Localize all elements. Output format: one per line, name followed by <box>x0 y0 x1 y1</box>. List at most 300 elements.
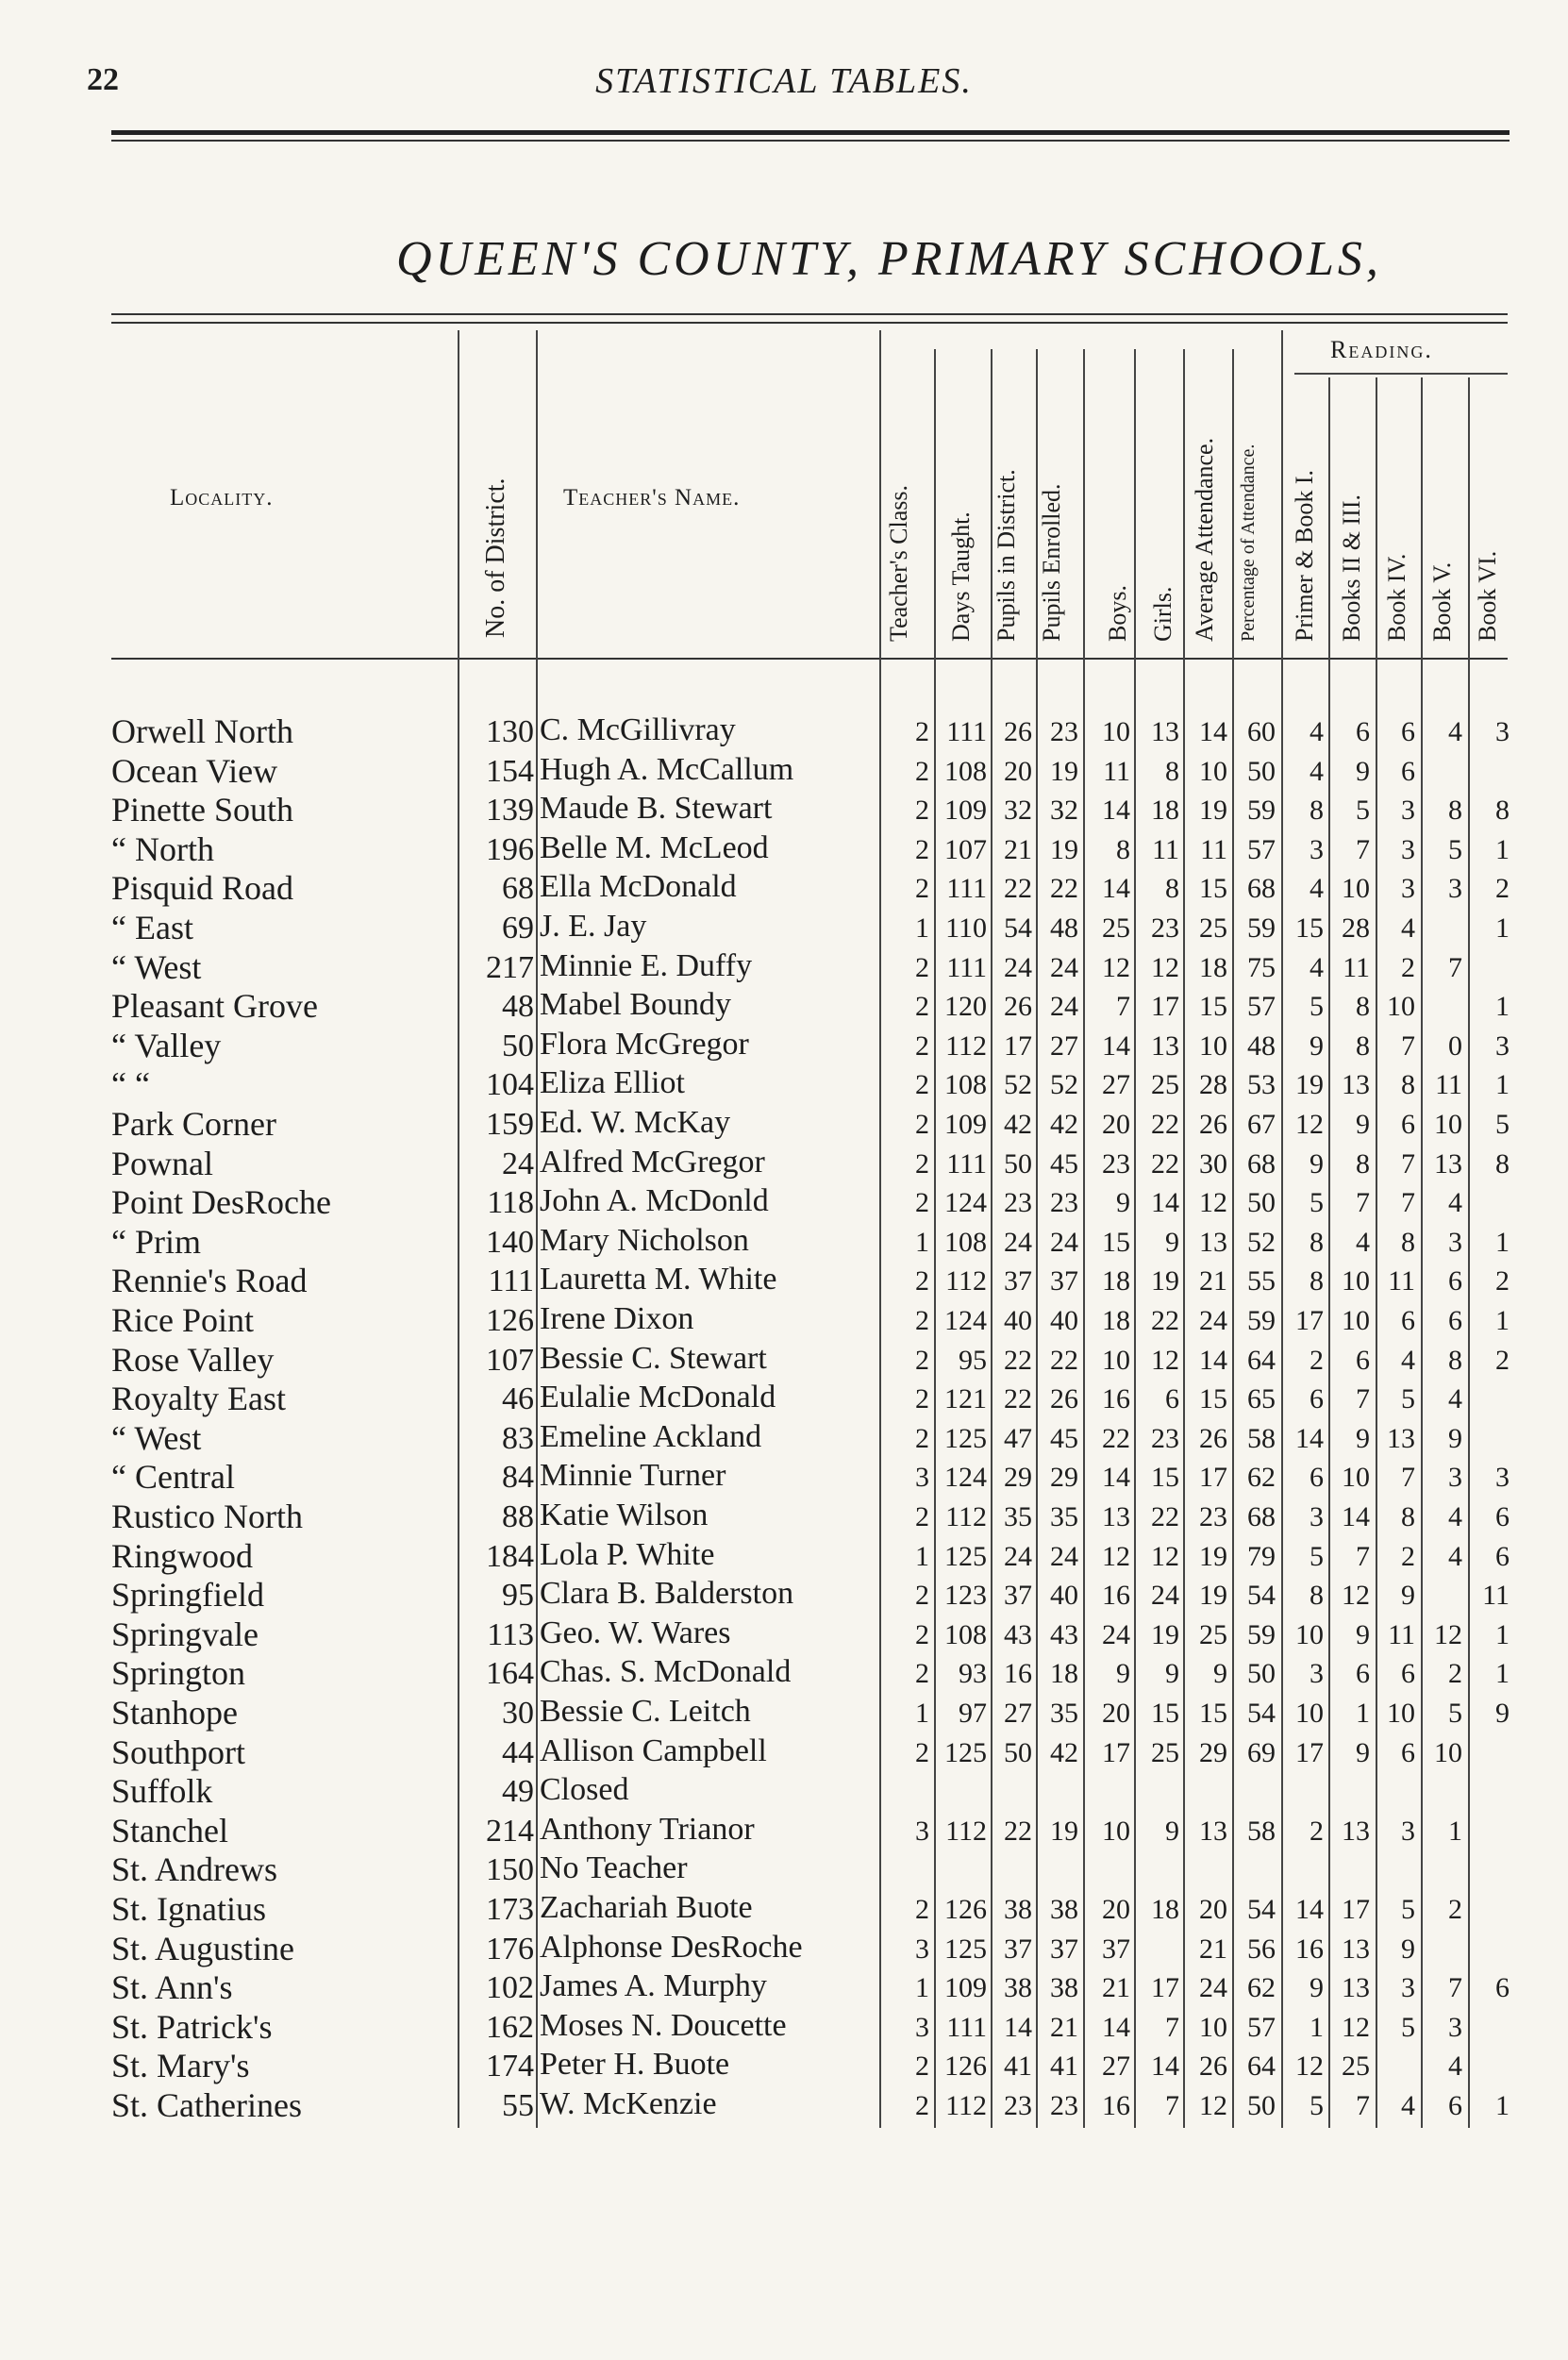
column-rule <box>1183 349 1185 2128</box>
pct-cell: 50 <box>1247 2090 1276 2121</box>
pct-cell: 50 <box>1247 1187 1276 1219</box>
primer-cell: 14 <box>1295 1422 1324 1454</box>
primer-cell: 15 <box>1295 912 1324 944</box>
b5-cell: 6 <box>1448 1265 1462 1297</box>
girls-cell: 23 <box>1151 912 1179 944</box>
b6-cell: 1 <box>1495 2090 1510 2121</box>
days-cell: 125 <box>944 1736 987 1768</box>
class-cell: 2 <box>915 1383 929 1415</box>
primer-cell: 4 <box>1309 873 1324 905</box>
days-cell: 125 <box>944 1540 987 1572</box>
days-cell: 108 <box>944 755 987 787</box>
teacher-cell: Lauretta M. White <box>540 1262 777 1297</box>
b5-cell: 7 <box>1448 1972 1462 2004</box>
locality-cell: “ East <box>111 909 193 946</box>
district-cell: 69 <box>502 911 534 946</box>
b5-cell: 3 <box>1448 1462 1462 1494</box>
boys-cell: 16 <box>1102 1580 1130 1612</box>
boys-cell: 10 <box>1102 1815 1130 1847</box>
boys-cell: 23 <box>1102 1147 1130 1180</box>
b4-cell: 6 <box>1401 1736 1415 1768</box>
locality-cell: St. Catherines <box>111 2086 302 2124</box>
pct-cell: 50 <box>1247 755 1276 787</box>
column-rule <box>536 330 538 2128</box>
pe-cell: 52 <box>1050 1069 1078 1101</box>
class-cell: 2 <box>915 1344 929 1376</box>
class-cell: 2 <box>915 1147 929 1180</box>
b6-cell: 1 <box>1495 1226 1510 1258</box>
b23-cell: 9 <box>1356 1109 1370 1140</box>
girls-cell: 9 <box>1165 1658 1179 1690</box>
pe-cell: 42 <box>1050 1109 1078 1140</box>
pct-cell: 53 <box>1247 1069 1276 1101</box>
b6-cell: 6 <box>1495 1540 1510 1572</box>
locality-cell: Pisquid Road <box>111 869 294 908</box>
teacher-cell: Minnie E. Duffy <box>540 947 753 983</box>
days-cell: 112 <box>945 1265 987 1297</box>
boys-cell: 15 <box>1102 1226 1130 1258</box>
pe-cell: 42 <box>1050 1736 1078 1768</box>
b23-cell: 17 <box>1342 1894 1370 1925</box>
class-cell: 1 <box>915 1698 929 1729</box>
b6-cell: 8 <box>1495 795 1510 827</box>
pd-cell: 42 <box>1004 1109 1032 1140</box>
teacher-cell: Alphonse DesRoche <box>540 1929 803 1965</box>
pd-cell: 16 <box>1004 1658 1032 1690</box>
days-cell: 123 <box>944 1580 987 1612</box>
boys-cell: 17 <box>1102 1736 1130 1768</box>
header-rule-thick <box>111 130 1510 135</box>
days-cell: 124 <box>944 1305 987 1336</box>
district-cell: 30 <box>502 1696 534 1731</box>
girls-cell: 18 <box>1151 795 1179 827</box>
locality-cell: “ Valley <box>111 1026 222 1064</box>
boys-cell: 20 <box>1102 1698 1130 1729</box>
pct-cell: 52 <box>1247 1226 1276 1258</box>
girls-cell: 14 <box>1151 2050 1179 2083</box>
primer-cell: 8 <box>1309 795 1324 827</box>
girls-cell: 23 <box>1151 1422 1179 1454</box>
district-cell: 83 <box>502 1420 534 1456</box>
b5-cell: 4 <box>1448 1187 1462 1219</box>
avg-cell: 14 <box>1199 716 1227 747</box>
girls-cell: 24 <box>1151 1580 1179 1612</box>
days-cell: 121 <box>944 1383 987 1415</box>
district-cell: 24 <box>502 1146 534 1181</box>
teacher-cell: No Teacher <box>540 1850 688 1886</box>
class-cell: 2 <box>915 2090 929 2121</box>
district-cell: 44 <box>502 1734 534 1770</box>
b6-cell: 11 <box>1482 1580 1510 1612</box>
district-cell: 95 <box>502 1578 534 1614</box>
locality-cell: “ Prim <box>111 1222 201 1261</box>
header-bottom-rule <box>111 658 1508 660</box>
days-cell: 126 <box>944 2050 987 2083</box>
class-cell: 2 <box>915 755 929 787</box>
locality-cell: Ringwood <box>111 1536 254 1575</box>
teacher-cell: Clara B. Balderston <box>540 1576 794 1612</box>
b6-cell: 9 <box>1495 1698 1510 1729</box>
teacher-cell: Flora McGregor <box>540 1026 749 1062</box>
girls-cell: 15 <box>1151 1462 1179 1494</box>
locality-cell: Pownal <box>111 1144 213 1182</box>
pd-cell: 32 <box>1004 795 1032 827</box>
column-rule <box>1376 377 1377 2128</box>
girls-cell: 17 <box>1151 991 1179 1023</box>
primer-cell: 9 <box>1309 1029 1324 1062</box>
b23-cell: 8 <box>1356 1029 1370 1062</box>
locality-cell: St. Ann's <box>111 1968 233 2007</box>
pe-cell: 38 <box>1050 1894 1078 1925</box>
boys-cell: 16 <box>1102 2090 1130 2121</box>
girls-cell: 15 <box>1151 1698 1179 1729</box>
days-cell: 112 <box>945 1029 987 1062</box>
primer-cell: 5 <box>1309 1540 1324 1572</box>
pd-cell: 22 <box>1004 873 1032 905</box>
class-cell: 2 <box>915 951 929 983</box>
b4-cell: 5 <box>1401 1894 1415 1925</box>
girls-cell: 12 <box>1151 1540 1179 1572</box>
days-cell: 125 <box>944 1422 987 1454</box>
primer-cell: 5 <box>1309 991 1324 1023</box>
class-cell: 2 <box>915 1658 929 1690</box>
b4-cell: 7 <box>1401 1029 1415 1062</box>
district-cell: 214 <box>486 1813 534 1849</box>
class-cell: 2 <box>915 2050 929 2083</box>
pe-cell: 19 <box>1050 755 1078 787</box>
teacher-cell: Anthony Trianor <box>540 1811 755 1847</box>
avg-cell: 20 <box>1199 1894 1227 1925</box>
teacher-cell: Zachariah Buote <box>540 1890 753 1925</box>
boys-cell: 14 <box>1102 795 1130 827</box>
b5-cell: 2 <box>1448 1894 1462 1925</box>
locality-cell: Rennie's Road <box>111 1262 308 1300</box>
primer-cell: 16 <box>1295 1933 1324 1965</box>
girls-cell: 9 <box>1165 1226 1179 1258</box>
primer-cell: 17 <box>1295 1736 1324 1768</box>
b4-cell: 4 <box>1401 1344 1415 1376</box>
b6-cell: 2 <box>1495 1265 1510 1297</box>
b5-cell: 9 <box>1448 1422 1462 1454</box>
girls-cell: 11 <box>1152 833 1179 865</box>
pd-cell: 24 <box>1004 1226 1032 1258</box>
boys-cell: 12 <box>1102 1540 1130 1572</box>
avg-cell: 12 <box>1199 1187 1227 1219</box>
b23-cell: 9 <box>1356 1422 1370 1454</box>
days-cell: 125 <box>944 1933 987 1965</box>
b23-cell: 6 <box>1356 1658 1370 1690</box>
b5-cell: 6 <box>1448 2090 1462 2121</box>
pd-cell: 37 <box>1004 1580 1032 1612</box>
primer-cell: 3 <box>1309 1658 1324 1690</box>
pd-cell: 24 <box>1004 951 1032 983</box>
b23-cell: 13 <box>1342 1933 1370 1965</box>
pd-cell: 22 <box>1004 1383 1032 1415</box>
b5-cell: 12 <box>1434 1618 1462 1650</box>
girls-cell: 19 <box>1151 1265 1179 1297</box>
b4-cell: 9 <box>1401 1580 1415 1612</box>
girls-cell: 22 <box>1151 1109 1179 1140</box>
pe-cell: 22 <box>1050 873 1078 905</box>
b23-cell: 28 <box>1342 912 1370 944</box>
district-cell: 164 <box>486 1656 534 1692</box>
b23-cell: 6 <box>1356 716 1370 747</box>
primer-cell: 2 <box>1309 1815 1324 1847</box>
primer-cell: 4 <box>1309 755 1324 787</box>
header-reading: Reading. <box>1330 336 1433 363</box>
pd-cell: 24 <box>1004 1540 1032 1572</box>
avg-cell: 19 <box>1199 795 1227 827</box>
pct-cell: 57 <box>1247 991 1276 1023</box>
girls-cell: 22 <box>1151 1147 1179 1180</box>
pd-cell: 17 <box>1004 1029 1032 1062</box>
column-rule <box>1232 349 1234 2128</box>
boys-cell: 9 <box>1116 1658 1130 1690</box>
pe-cell: 24 <box>1050 1226 1078 1258</box>
avg-cell: 12 <box>1199 2090 1227 2121</box>
b6-cell: 1 <box>1495 833 1510 865</box>
class-cell: 3 <box>915 2011 929 2043</box>
b5-cell: 3 <box>1448 1226 1462 1258</box>
b5-cell: 8 <box>1448 795 1462 827</box>
b23-cell: 9 <box>1356 1618 1370 1650</box>
days-cell: 111 <box>946 716 987 747</box>
boys-cell: 27 <box>1102 2050 1130 2083</box>
boys-cell: 13 <box>1102 1501 1130 1532</box>
locality-cell: Rustico North <box>111 1498 303 1535</box>
pe-cell: 18 <box>1050 1658 1078 1690</box>
teacher-cell: W. McKenzie <box>540 2086 717 2121</box>
pe-cell: 29 <box>1050 1462 1078 1494</box>
girls-cell: 25 <box>1151 1736 1179 1768</box>
pe-cell: 24 <box>1050 1540 1078 1572</box>
pct-cell: 75 <box>1247 951 1276 983</box>
header-book5: Book V. <box>1428 561 1456 642</box>
avg-cell: 25 <box>1199 912 1227 944</box>
pd-cell: 27 <box>1004 1698 1032 1729</box>
pct-cell: 59 <box>1247 1618 1276 1650</box>
b4-cell: 7 <box>1401 1462 1415 1494</box>
b4-cell: 4 <box>1401 2090 1415 2121</box>
teacher-cell: Mabel Boundy <box>540 987 732 1023</box>
locality-cell: Springvale <box>111 1615 259 1653</box>
days-cell: 109 <box>944 1972 987 2004</box>
district-cell: 113 <box>487 1616 534 1652</box>
header-class: Teacher's Class. <box>885 484 912 642</box>
b23-cell: 9 <box>1356 1736 1370 1768</box>
header-teacher: Teacher's Name. <box>563 485 741 510</box>
days-cell: 108 <box>944 1618 987 1650</box>
avg-cell: 14 <box>1199 1344 1227 1376</box>
class-cell: 1 <box>915 1540 929 1572</box>
b6-cell: 8 <box>1495 1147 1510 1180</box>
pct-cell: 67 <box>1247 1109 1276 1140</box>
pd-cell: 26 <box>1004 716 1032 747</box>
b5-cell: 5 <box>1448 1698 1462 1729</box>
pe-cell: 27 <box>1050 1029 1078 1062</box>
b23-cell: 7 <box>1356 1187 1370 1219</box>
b5-cell: 3 <box>1448 2011 1462 2043</box>
b5-cell: 10 <box>1434 1736 1462 1768</box>
primer-cell: 3 <box>1309 833 1324 865</box>
class-cell: 2 <box>915 1305 929 1336</box>
b4-cell: 6 <box>1401 1658 1415 1690</box>
reading-group-rule <box>1294 373 1508 375</box>
avg-cell: 10 <box>1199 755 1227 787</box>
boys-cell: 18 <box>1102 1265 1130 1297</box>
teacher-cell: Emeline Ackland <box>540 1418 762 1454</box>
primer-cell: 6 <box>1309 1383 1324 1415</box>
boys-cell: 22 <box>1102 1422 1130 1454</box>
boys-cell: 7 <box>1116 991 1130 1023</box>
girls-cell: 12 <box>1151 951 1179 983</box>
days-cell: 124 <box>944 1462 987 1494</box>
locality-cell: Ocean View <box>111 751 278 790</box>
b5-cell: 0 <box>1448 1029 1462 1062</box>
pct-cell: 54 <box>1247 1580 1276 1612</box>
avg-cell: 9 <box>1213 1658 1227 1690</box>
b23-cell: 4 <box>1356 1226 1370 1258</box>
b5-cell: 1 <box>1448 1815 1462 1847</box>
days-cell: 97 <box>959 1698 987 1729</box>
primer-cell: 5 <box>1309 1187 1324 1219</box>
class-cell: 2 <box>915 991 929 1023</box>
column-rule <box>458 330 459 2128</box>
pd-cell: 43 <box>1004 1618 1032 1650</box>
primer-cell: 10 <box>1295 1698 1324 1729</box>
teacher-cell: Lola P. White <box>540 1536 715 1572</box>
primer-cell: 9 <box>1309 1147 1324 1180</box>
pct-cell: 68 <box>1247 1501 1276 1532</box>
girls-cell: 13 <box>1151 716 1179 747</box>
teacher-cell: Chas. S. McDonald <box>540 1654 792 1690</box>
girls-cell: 22 <box>1151 1501 1179 1532</box>
days-cell: 109 <box>944 1109 987 1140</box>
teacher-cell: Closed <box>540 1772 629 1808</box>
b6-cell: 1 <box>1495 991 1510 1023</box>
b4-cell: 3 <box>1401 833 1415 865</box>
primer-cell: 6 <box>1309 1462 1324 1494</box>
b5-cell: 7 <box>1448 951 1462 983</box>
days-cell: 111 <box>946 1147 987 1180</box>
pd-cell: 38 <box>1004 1972 1032 2004</box>
pct-cell: 62 <box>1247 1462 1276 1494</box>
class-cell: 2 <box>915 873 929 905</box>
b4-cell: 2 <box>1401 1540 1415 1572</box>
days-cell: 108 <box>944 1069 987 1101</box>
running-head: STATISTICAL TABLES. <box>595 61 973 101</box>
b6-cell: 3 <box>1495 1029 1510 1062</box>
pct-cell: 57 <box>1247 833 1276 865</box>
pd-cell: 47 <box>1004 1422 1032 1454</box>
girls-cell: 8 <box>1165 873 1179 905</box>
pd-cell: 23 <box>1004 1187 1032 1219</box>
locality-cell: Stanhope <box>111 1694 238 1732</box>
locality-cell: Orwell North <box>111 712 293 750</box>
b23-cell: 5 <box>1356 795 1370 827</box>
b6-cell: 1 <box>1495 1305 1510 1336</box>
teacher-cell: Maude B. Stewart <box>540 791 773 827</box>
avg-cell: 29 <box>1199 1736 1227 1768</box>
header-pupils-district: Pupils in District. <box>993 469 1020 642</box>
locality-cell: St. Augustine <box>111 1929 295 1967</box>
avg-cell: 15 <box>1199 873 1227 905</box>
boys-cell: 10 <box>1102 1344 1130 1376</box>
boys-cell: 16 <box>1102 1383 1130 1415</box>
teacher-cell: Moses N. Doucette <box>540 2007 787 2043</box>
pe-cell: 35 <box>1050 1698 1078 1729</box>
b4-cell: 11 <box>1388 1618 1415 1650</box>
header-pupils-enrolled: Pupils Enrolled. <box>1038 483 1065 642</box>
column-rule <box>1134 349 1136 2128</box>
avg-cell: 30 <box>1199 1147 1227 1180</box>
pct-cell: 54 <box>1247 1894 1276 1925</box>
pct-cell: 58 <box>1247 1422 1276 1454</box>
pct-cell: 60 <box>1247 716 1276 747</box>
avg-cell: 25 <box>1199 1618 1227 1650</box>
avg-cell: 21 <box>1199 1933 1227 1965</box>
girls-cell: 13 <box>1151 1029 1179 1062</box>
days-cell: 95 <box>959 1344 987 1376</box>
class-cell: 2 <box>915 1894 929 1925</box>
district-cell: 130 <box>486 714 534 749</box>
days-cell: 124 <box>944 1187 987 1219</box>
header-district: No. of District. <box>481 477 510 638</box>
b5-cell: 11 <box>1435 1069 1462 1101</box>
girls-cell: 7 <box>1165 2011 1179 2043</box>
pd-cell: 37 <box>1004 1265 1032 1297</box>
days-cell: 93 <box>959 1658 987 1690</box>
avg-cell: 15 <box>1199 991 1227 1023</box>
boys-cell: 14 <box>1102 1029 1130 1062</box>
days-cell: 126 <box>944 1894 987 1925</box>
locality-cell: Pleasant Grove <box>111 987 318 1026</box>
district-cell: 118 <box>487 1185 534 1221</box>
locality-cell: Park Corner <box>111 1105 276 1143</box>
b5-cell: 4 <box>1448 1383 1462 1415</box>
district-cell: 107 <box>486 1342 534 1378</box>
b4-cell: 3 <box>1401 873 1415 905</box>
pe-cell: 23 <box>1050 2090 1078 2121</box>
boys-cell: 20 <box>1102 1894 1130 1925</box>
boys-cell: 24 <box>1102 1618 1130 1650</box>
column-rule <box>1036 349 1038 2128</box>
b4-cell: 3 <box>1401 1815 1415 1847</box>
days-cell: 110 <box>945 912 987 944</box>
b4-cell: 7 <box>1401 1187 1415 1219</box>
days-cell: 107 <box>944 833 987 865</box>
primer-cell: 12 <box>1295 1109 1324 1140</box>
b6-cell: 3 <box>1495 716 1510 747</box>
teacher-cell: James A. Murphy <box>540 1968 767 2004</box>
b4-cell: 6 <box>1401 1305 1415 1336</box>
pe-cell: 37 <box>1050 1933 1078 1965</box>
b23-cell: 7 <box>1356 833 1370 865</box>
teacher-cell: John A. McDonld <box>540 1183 769 1219</box>
b5-cell: 8 <box>1448 1344 1462 1376</box>
header-days: Days Taught. <box>947 511 975 642</box>
teacher-cell: Minnie Turner <box>540 1458 726 1494</box>
column-rule <box>1083 349 1085 2128</box>
b23-cell: 8 <box>1356 1147 1370 1180</box>
teacher-cell: Bessie C. Stewart <box>540 1340 767 1376</box>
pd-cell: 26 <box>1004 991 1032 1023</box>
district-cell: 49 <box>502 1774 534 1810</box>
avg-cell: 21 <box>1199 1265 1227 1297</box>
title-rule-bottom <box>111 322 1508 324</box>
class-cell: 2 <box>915 1069 929 1101</box>
b23-cell: 8 <box>1356 991 1370 1023</box>
